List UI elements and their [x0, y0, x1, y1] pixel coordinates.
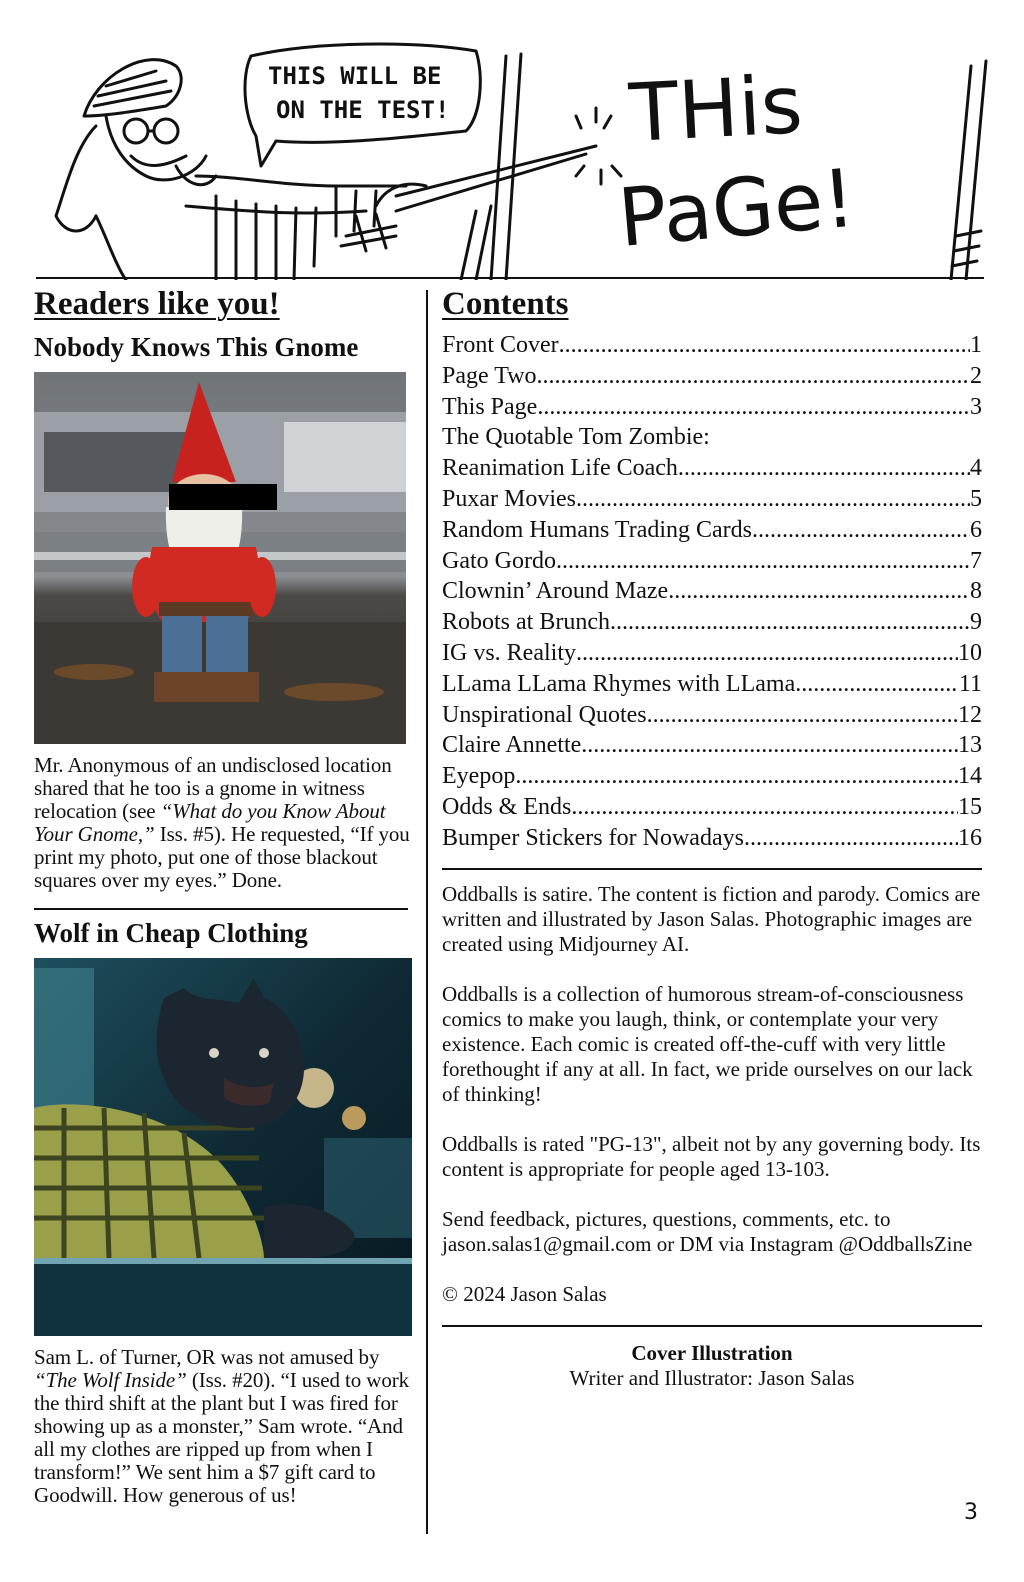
toc-leader [678, 453, 970, 484]
gnome-photo [34, 372, 406, 744]
toc-entry-page: 5 [970, 485, 982, 512]
toc-entry-page: 2 [970, 362, 982, 389]
gnome-article-title: Nobody Knows This Gnome [34, 332, 359, 362]
page-number: 3 [964, 1500, 978, 1525]
gnome-caption [34, 754, 420, 892]
toc-entry[interactable] [442, 823, 982, 854]
toc-entry[interactable] [442, 792, 982, 823]
wolf-caption [34, 1346, 420, 1507]
contents-column [442, 284, 982, 1391]
toc-leader [752, 515, 970, 546]
column-divider [426, 290, 428, 1534]
toc-entry-heading [442, 422, 982, 453]
toc-entry[interactable] [442, 361, 982, 392]
header-comic-illustration [36, 36, 988, 280]
toc-leader [647, 700, 958, 731]
toc-leader [581, 730, 958, 761]
toc-entry-label: Page Two [442, 362, 537, 389]
toc-entry-page: 8 [970, 578, 982, 605]
toc-leader [576, 484, 970, 515]
speech-bubble-line-1: THIS WILL BE [268, 62, 442, 90]
wolf-caption-text-1: Sam L. of Turner, OR was not amused by [34, 1345, 380, 1369]
readers-heading: Readers like you! [34, 286, 280, 322]
toc-entry-label: Clownin’ Around Maze [442, 578, 669, 605]
wolf-caption-text-2: (Iss. #20). “I used to work the third shift at the plant but I was fired for showing up as a monster,” Sam wrote. “And all my clothes are ripped up from when I transform!” We sent him a $7 gift card to Goodwill. How generous of us! [34, 1368, 410, 1507]
toc-entry[interactable] [442, 669, 982, 700]
cover-credit-title: Cover Illustration [631, 1340, 793, 1365]
toc-entry-label: Reanimation Life Coach [442, 455, 678, 482]
gnome-caption-issue-title: “What do you Know About Your Gnome,” [34, 799, 386, 846]
toc-leader [515, 761, 958, 792]
toc-entry[interactable] [442, 700, 982, 731]
toc-entry-label: Front Cover [442, 332, 559, 358]
contents-divider [442, 868, 982, 870]
toc-entry[interactable] [442, 392, 982, 423]
toc-entry-label: Puxar Movies [442, 485, 576, 512]
toc-leader [537, 361, 970, 392]
toc-leader [537, 392, 970, 423]
toc-entry[interactable] [442, 330, 982, 361]
toc-entry-page: 14 [958, 763, 982, 790]
gnome-caption-text-1: Mr. Anonymous of an undisclosed location shared that he too is a gnome in witness relocation (see [34, 753, 392, 823]
readers-column [34, 284, 420, 1507]
toc-entry-label: Bumper Stickers for Nowadays [442, 824, 744, 851]
toc-entry[interactable] [442, 453, 982, 484]
gnome-caption-text-2: Iss. #5). He requested, “If you print my photo, put one of those blackout squares over my eyes.” Done. [34, 822, 410, 892]
article-divider [34, 908, 408, 910]
toc-entry-page: 1 [970, 332, 982, 358]
about-section [442, 882, 982, 1307]
toc-entry[interactable] [442, 638, 982, 669]
header-divider [36, 277, 984, 279]
toc-entry-page: 7 [970, 547, 982, 574]
toc-entry[interactable] [442, 546, 982, 577]
about-rating-paragraph: Oddballs is rated "PG-13", albeit not by any governing body. Its content is appropriate for people aged 13-103. [442, 1131, 981, 1181]
toc-entry-label: Claire Annette [442, 732, 582, 759]
toc-leader [668, 576, 970, 607]
speech-bubble-line-2: ON THE TEST! [276, 96, 450, 124]
toc-leader [610, 607, 970, 638]
toc-leader [744, 823, 958, 854]
about-satire-paragraph: Oddballs is satire. The content is fiction and parody. Comics are written and illustrated by Jason Salas. Photographic images are created using Midjourney AI. [442, 881, 981, 956]
toc-entry-page: 16 [958, 824, 982, 851]
toc-leader [576, 638, 958, 669]
toc-entry-page: 9 [970, 609, 982, 636]
toc-entry-label: Gato Gordo [442, 547, 556, 574]
toc-entry-label: IG vs. Reality [442, 639, 576, 666]
toc-entry-page: 10 [958, 639, 982, 666]
toc-entry-label: This Page [442, 393, 538, 420]
toc-entry-page: 13 [958, 732, 982, 759]
toc-entry[interactable] [442, 730, 982, 761]
toc-entry-page: 15 [958, 793, 982, 820]
toc-leader [559, 330, 970, 361]
table-of-contents [442, 330, 982, 854]
toc-entry-label: The Quotable Tom Zombie: [442, 424, 710, 451]
about-feedback-paragraph: Send feedback, pictures, questions, comments, etc. to jason.salas1@gmail.com or DM via Instagram @OddballsZine [442, 1206, 973, 1256]
cover-credits [442, 1341, 982, 1391]
toc-entry-label: Odds & Ends [442, 793, 572, 820]
toc-entry-label: Random Humans Trading Cards [442, 516, 753, 543]
toc-leader [556, 546, 970, 577]
toc-entry-label: LLama LLama Rhymes with LLama [442, 670, 796, 697]
toc-entry[interactable] [442, 761, 982, 792]
toc-entry-label: Robots at Brunch [442, 609, 610, 636]
wolf-photo [34, 958, 412, 1336]
toc-entry[interactable] [442, 484, 982, 515]
cover-credit-line: Writer and Illustrator: Jason Salas [569, 1365, 855, 1390]
toc-entry-label: Eyepop [442, 763, 516, 790]
toc-entry-page: 6 [970, 516, 982, 543]
toc-entry-page: 4 [970, 455, 982, 482]
about-collection-paragraph: Oddballs is a collection of humorous stream-of-consciousness comics to make you laugh, think, or contemplate your very existence. Each comic is created off-the-cuff with very little forethought if any at all. In fact, we pride ourselves on our lack of thinking! [442, 981, 973, 1106]
toc-entry[interactable] [442, 607, 982, 638]
wolf-caption-issue-title: “The Wolf Inside” [34, 1368, 187, 1392]
toc-entry-page: 11 [958, 670, 982, 697]
header-big-text-line-1: THis [627, 58, 805, 160]
toc-entry-page: 12 [958, 701, 982, 728]
copyright-notice: © 2024 Jason Salas [442, 1281, 607, 1306]
header-big-text-line-2: PaGe! [614, 151, 859, 265]
wolf-article-title: Wolf in Cheap Clothing [34, 918, 308, 948]
contents-heading: Contents [442, 286, 569, 322]
credits-divider [442, 1325, 982, 1327]
toc-entry[interactable] [442, 576, 982, 607]
toc-leader [571, 792, 958, 823]
toc-leader [795, 669, 959, 700]
toc-entry-page: 3 [970, 393, 982, 420]
toc-entry[interactable] [442, 515, 982, 546]
toc-entry-label: Unspirational Quotes [442, 701, 647, 728]
